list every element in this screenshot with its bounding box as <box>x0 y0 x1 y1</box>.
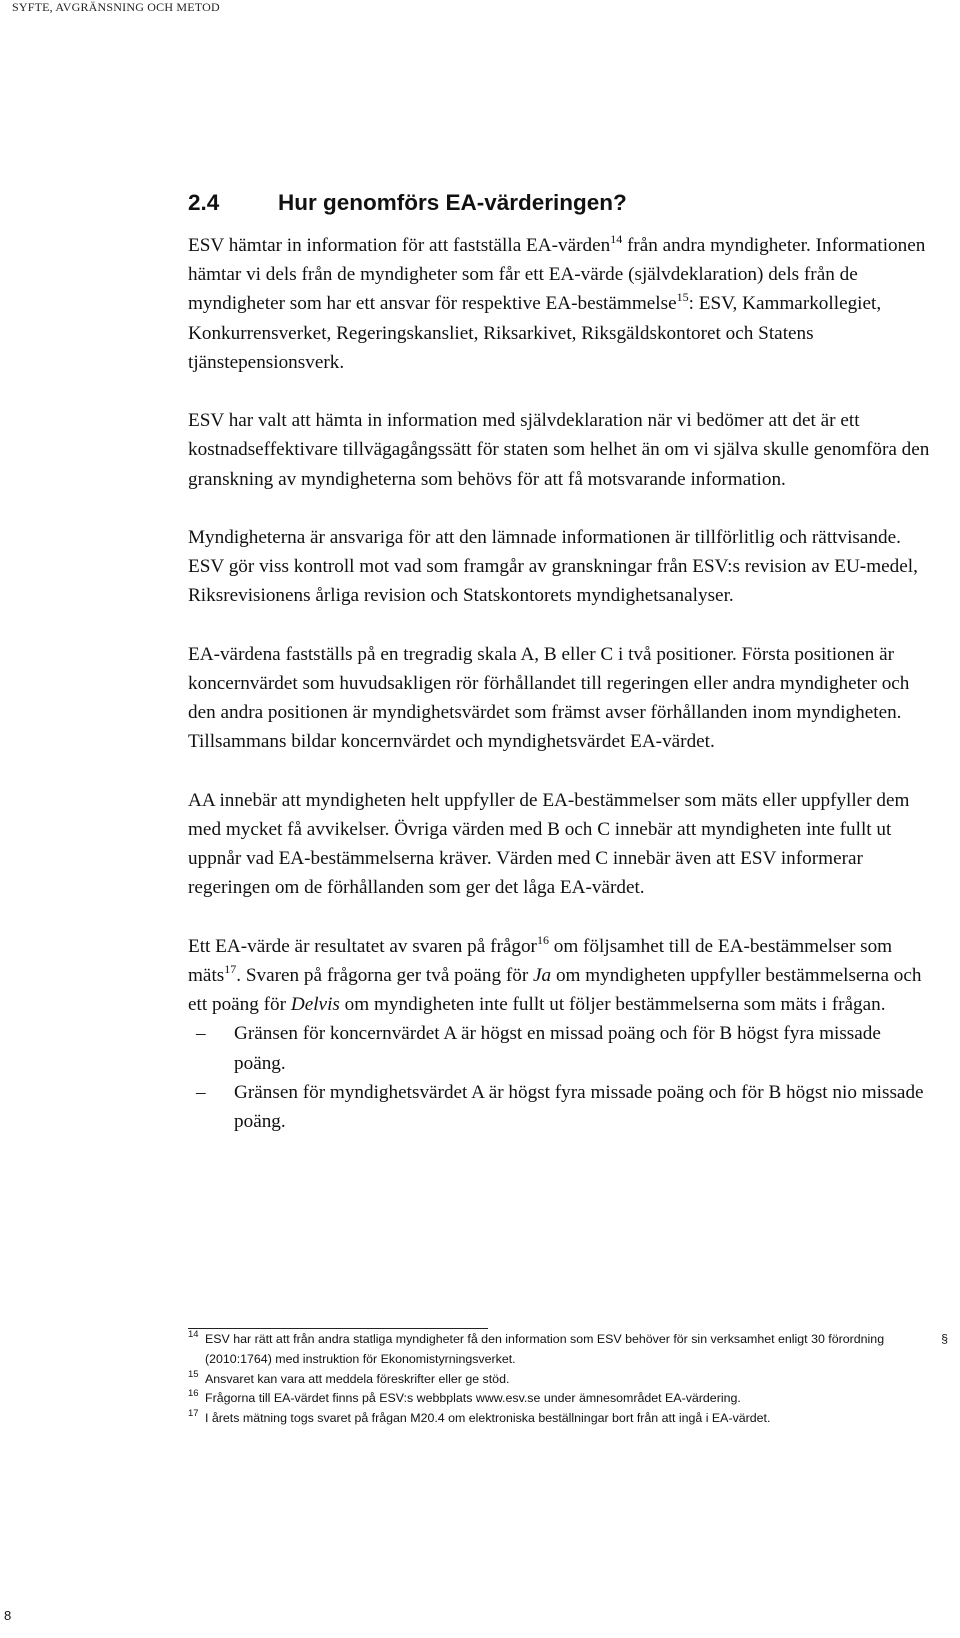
footnote-15 <box>188 1370 936 1390</box>
paragraph-6-part-b: om följsamhet till de EA-bestämmelser som mäts <box>188 935 893 986</box>
list-item-text: Gränsen för myndighetsvärdet A är högst fyra missade poäng och för B högst nio missade poäng. <box>234 1081 924 1133</box>
footnote-text: ESV har rätt att från andra statliga myndigheter få den information som ESV behöver för sin verksamhet enligt 30 förordning (2010:1764) med instruktion för Ekonomistyrningsverket. <box>205 1332 885 1366</box>
footnote-ref-16[interactable]: 16 <box>536 932 549 947</box>
list-item <box>188 1078 936 1136</box>
dash-list <box>188 1019 936 1136</box>
paragraph-6-part-e: om myndigheten inte fullt ut följer bestämmelserna som mäts i frågan. <box>339 994 886 1016</box>
footnote-ref-15[interactable]: 15 <box>676 290 689 305</box>
list-item <box>188 1019 936 1077</box>
footnote-17 <box>188 1409 936 1429</box>
footnote-separator <box>188 1328 488 1329</box>
running-header-initial: S <box>12 0 19 14</box>
footnote-ref-17[interactable]: 17 <box>224 962 237 976</box>
paragraph-1 <box>188 231 936 377</box>
page-number: 8 <box>4 1608 12 1623</box>
paragraph-6-part-c: . Svaren på frågorna ger två poäng för <box>236 965 534 986</box>
paragraph-1-part-b: från andra myndigheter. Informationen hämtar vi dels från de myndigheter som får ett EA-värde (självdeklaration) dels från de myndigheter som har ett ansvar för respektive EA-bestämmelse <box>188 235 926 315</box>
section-heading <box>188 190 627 216</box>
dash-bullet: – <box>196 1023 206 1045</box>
paragraph-5: AA innebär att myndigheten helt uppfyller de EA-bestämmelser som mäts eller uppfyller dem med mycket få avvikelser. Övriga värden med B och C innebär att myndigheten inte fullt ut uppnår vad EA-bestämmelserna kräver. Värden med C innebär även att ESV informerar regeringen om de förhållanden som ger det låga EA-värdet. <box>188 789 910 899</box>
footnote-text: I årets mätning togs svaret på frågan M20.4 om elektroniska beställningar bort från att ingå i EA-värdet. <box>205 1411 771 1426</box>
running-header-rest: YFTE, AVGRÄNSNING OCH METOD <box>18 0 220 14</box>
footnote-14 <box>188 1329 948 1370</box>
paragraph-6-emphasis-delvis: Delvis <box>290 994 340 1016</box>
paragraph-6-part-d: om myndigheten uppfyller bestämmelserna och ett poäng för <box>188 965 922 1016</box>
footnote-number: 16 <box>188 1388 199 1400</box>
footnote-text: Ansvaret kan vara att meddela föreskrifter eller ge stöd. <box>205 1371 510 1386</box>
body-text <box>188 231 936 1136</box>
footnote-ref-14[interactable]: 14 <box>610 232 623 246</box>
footnote-text: Frågorna till EA-värdet finns på ESV:s webbplats www.esv.se under ämnesområdet EA-värdering. <box>205 1391 741 1406</box>
list-item-text: Gränsen för koncernvärdet A är högst en missad poäng och för B högst fyra missade poäng. <box>234 1023 881 1074</box>
footnote-number: 15 <box>188 1368 199 1380</box>
paragraph-1-part-c: : ESV, Kammarkollegiet, Konkurrensverket, Regeringskansliet, Riksarkivet, Riksgäldskontoret och Statens tjänstepensionsverk. <box>188 293 882 373</box>
footnotes <box>188 1329 948 1429</box>
paragraph-6-emphasis-ja: Ja <box>533 965 552 986</box>
paragraph-3: Myndigheterna är ansvariga för att den lämnade informationen är tillförlitlig och rättvisande. ESV gör viss kontroll mot vad som framgår av granskningar från ESV:s revision av EU-medel, Riksrevisionens årliga revision och Statskontorets myndighetsanalyser. <box>188 527 918 607</box>
paragraph-2: ESV har valt att hämta in information med självdeklaration när vi bedömer att det är ett kostnadseffektivare tillvägagångssätt för staten som helhet än om vi själva skulle genomföra den granskning av myndigheterna som behövs för att få motsvarande information. <box>188 410 930 490</box>
paragraph-6 <box>188 932 936 1020</box>
dash-bullet: – <box>196 1081 206 1103</box>
paragraph-1-part-a: ESV hämtar in information för att fastställa EA-värden <box>188 235 611 256</box>
section-number: 2.4 <box>188 190 220 215</box>
footnote-section-sign: § <box>941 1332 948 1346</box>
section-title: Hur genomförs EA-värderingen? <box>278 190 627 215</box>
footnote-16 <box>188 1389 936 1409</box>
footnote-number: 14 <box>188 1329 199 1340</box>
footnote-number: 17 <box>188 1408 199 1420</box>
paragraph-4: EA-värdena fastställs på en tregradig skala A, B eller C i två positioner. Första positionen är koncernvärdet som huvudsakligen rör förhållandet till regeringen eller andra myndigheter och den andra positionen är myndighetsvärdet som främst avser förhållanden inom myndigheten. Tillsammans bildar koncernvärdet och myndighetsvärdet EA-värdet. <box>188 643 910 753</box>
running-header <box>12 0 220 15</box>
paragraph-6-part-a: Ett EA-värde är resultatet av svaren på frågor <box>188 935 537 957</box>
